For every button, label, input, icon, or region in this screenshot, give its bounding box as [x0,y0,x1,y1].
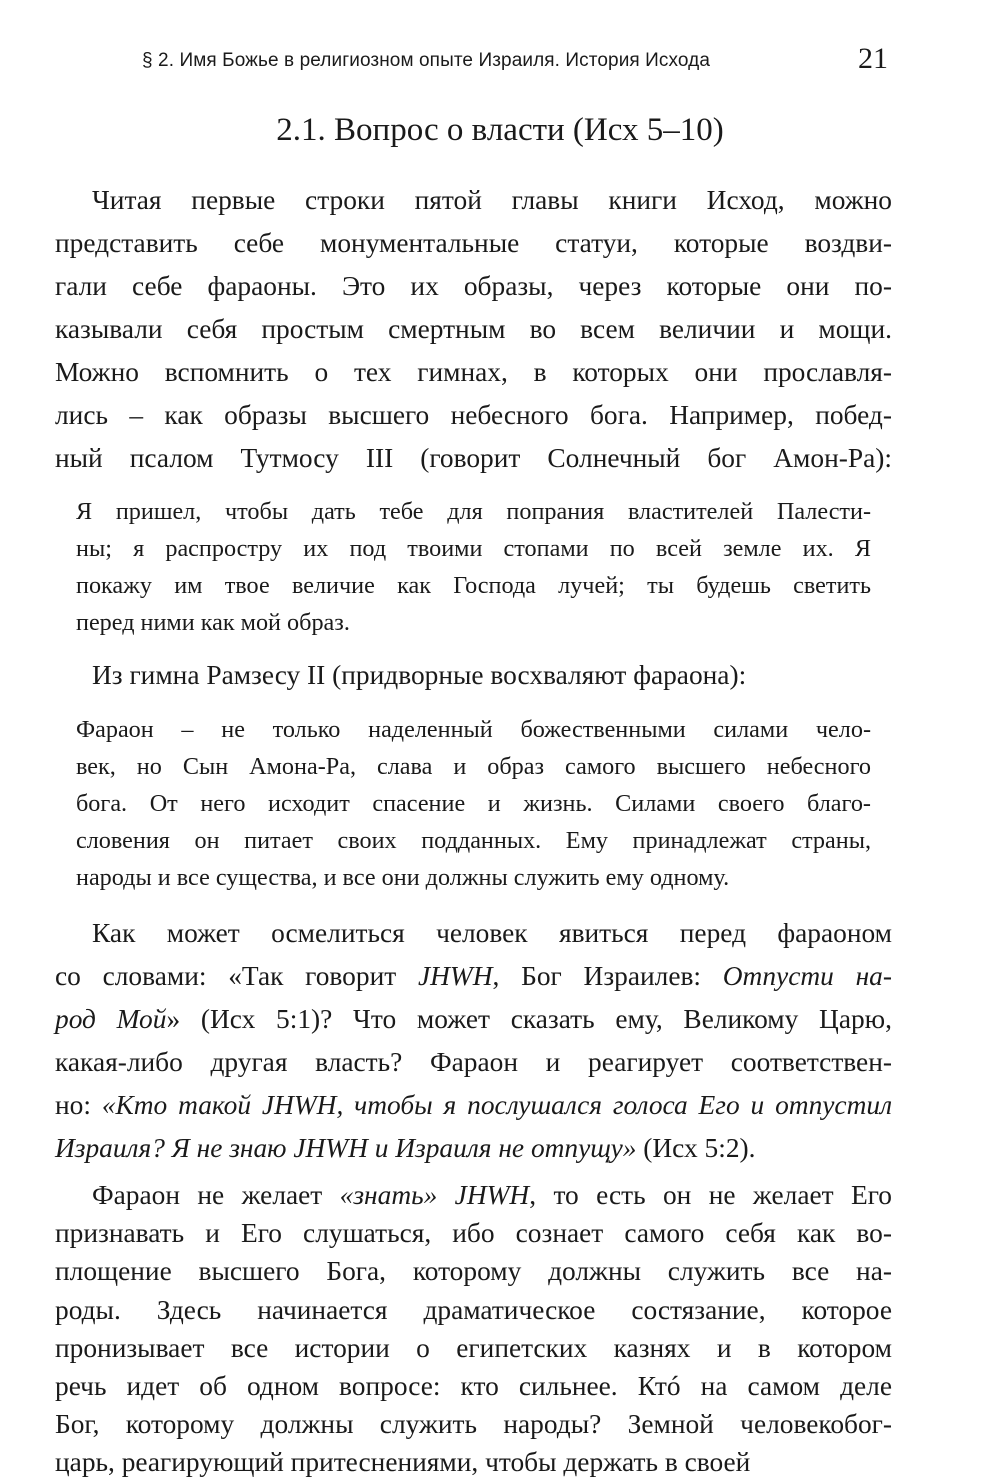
text-line: какая-либо другая власть? Фараон и реагирует соответствен- [55,1047,892,1077]
quote-line: словения он питает своих подданных. Ему принадлежат страны, [76,827,871,854]
section-title: 2.1. Вопрос о власти (Исх 5–10) [276,112,724,148]
text-line: Бог, которому должны служить народы? Земной человекобог- [55,1409,892,1440]
text-line: Можно вспомнить о тех гимнах, в которых они прославля- [55,357,892,387]
text-line [55,961,892,992]
text-line: представить себе монументальные статуи, которые воздви- [55,228,892,258]
italic-span: JHWH [417,961,493,991]
text-line: признавать и Его слушаться, ибо сознает самого себя как во- [55,1218,892,1249]
text-line: казывали себя простым смертным во всем величии и мощи. [55,314,892,344]
text-line [55,1004,892,1035]
text-span: (Исх 5:2). [636,1133,756,1163]
text-line: пронизывает все истории о египетских казнях и в котором [55,1332,892,1363]
quote-line: Фараон – не только наделенный божественными силами чело- [76,716,871,743]
quote-line: покажу им твое величие как Господа лучей; ты будешь светить [76,572,871,599]
text-span: но: [55,1090,102,1120]
text-line: роды. Здесь начинается драматическое состязание, которое [55,1294,892,1325]
quote-line: бога. От него исходит спасение и жизнь. Силами своего благо- [76,790,871,817]
text-line: речь идет об одном вопросе: кто сильнее. Ктó на самом деле [55,1371,892,1401]
quote-line: Я пришел, чтобы дать тебе для попрания властителей Палести- [76,498,871,525]
page-number: 21 [858,42,888,75]
text-line: ный псалом Тутмосу III (говорит Солнечный бог Амон-Ра): [55,443,892,473]
quote-line: век, но Сын Амона-Ра, слава и образ самого высшего небесного [76,753,871,780]
text-line [92,1180,892,1211]
italic-span: Отпусти на- [722,961,892,991]
text-line: гали себе фараоны. Это их образы, через которые они по- [55,271,892,301]
text-span: » (Исх 5:1)? Что может сказать ему, Великому Царю, [166,1004,892,1034]
italic-span: род Мой [55,1004,167,1034]
italic-span: «знать» JHWH [339,1180,530,1210]
text-line: царь, реагирующий притеснениями, чтобы держать в своей [55,1447,751,1478]
quote-line: ны; я распростру их под твоими стопами по всей земле их. Я [76,535,871,562]
italic-span: Израиля? Я не знаю JHWH и Израиля не отпущу» [55,1133,637,1163]
text-line: лись – как образы высшего небесного бога. Например, побед- [55,400,892,430]
text-line: площение высшего Бога, которому должны служить все на- [55,1256,892,1287]
italic-span: «Кто такой JHWH, чтобы я послушался голоса Его и отпустил [101,1090,893,1120]
running-head: § 2. Имя Божье в религиозном опыте Израиля. История Исхода [142,50,711,71]
text-span: , то есть он не желает Его [529,1180,892,1210]
quote-line: перед ними как мой образ. [76,609,350,636]
text-line [55,1133,756,1164]
text-span: , Бог Израилев: [492,961,723,991]
text-line [55,1090,892,1121]
text-line: Как может осмелиться человек явиться перед фараоном [92,918,892,948]
text-line: Читая первые строки пятой главы книги Исход, можно [92,185,892,215]
text-line: Из гимна Рамзесу II (придворные восхваляют фараона): [92,660,747,690]
text-span: со словами: «Так говорит [55,961,418,991]
quote-line: народы и все существа, и все они должны служить ему одному. [76,864,730,891]
text-span: Фараон не желает [92,1180,340,1210]
